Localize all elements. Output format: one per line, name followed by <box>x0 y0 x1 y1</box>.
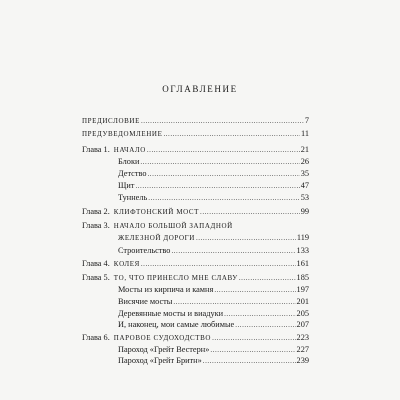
toc-entry-forewarning <box>82 127 309 140</box>
entry-title: То, что принесло мне славу <box>113 272 238 283</box>
toc-entry-label <box>118 318 234 331</box>
entry-title: Пароход «Грейт Бритн» <box>118 356 202 365</box>
page-number: 26 <box>300 157 309 166</box>
toc-entry-label <box>118 244 170 257</box>
entry-title: Мосты из кирпича и камня <box>118 285 214 294</box>
page-number: 161 <box>296 259 309 268</box>
entry-title: Деревянные мосты и виадуки <box>118 309 224 318</box>
page-number: 185 <box>296 273 309 282</box>
entry-title: Клифтонский мост <box>113 206 200 217</box>
page-number: 223 <box>296 333 309 342</box>
toc-entry-label <box>82 114 140 127</box>
entry-title: Туннель <box>118 193 148 202</box>
toc-entry-ch2 <box>82 205 309 218</box>
entry-title: Паровое судоходство <box>113 332 212 343</box>
page-number: 21 <box>300 145 309 154</box>
entry-title: Предуведомление <box>82 128 163 139</box>
page-number: 205 <box>296 309 309 318</box>
toc-entry-ch1-tunnel <box>118 191 309 204</box>
dot-leader <box>235 318 295 332</box>
entry-title: Щит <box>118 181 135 190</box>
dot-leader <box>163 127 300 141</box>
toc-entry-ch3-cont <box>118 231 309 244</box>
dot-leader <box>200 205 300 219</box>
page-number: 207 <box>296 320 309 329</box>
entry-title: Предисловие <box>82 115 140 126</box>
toc-title: оглавление <box>162 80 238 95</box>
chapter-number: Глава 3. <box>82 221 110 230</box>
page-number: 11 <box>301 129 309 138</box>
toc-entry-label <box>118 231 195 244</box>
page-number: 197 <box>296 285 309 294</box>
dot-leader <box>141 114 304 128</box>
toc-entry-label <box>82 205 199 218</box>
page-number: 35 <box>300 169 309 178</box>
chapter-number: Глава 5. <box>82 273 110 282</box>
toc-entry-preface <box>82 114 309 127</box>
toc-entry-label <box>82 127 162 140</box>
entry-title: Детство <box>118 169 147 178</box>
page-number: 47 <box>300 181 309 190</box>
dot-leader <box>196 231 296 245</box>
chapter-number: Глава 6. <box>82 333 110 342</box>
chapter-number: Глава 2. <box>82 207 110 216</box>
entry-title: Строительство <box>118 246 171 255</box>
page-number: 119 <box>296 233 309 242</box>
entry-title: Пароход «Грейт Вестерн» <box>118 345 210 354</box>
toc-entry-ch6-britain <box>118 354 309 367</box>
page-number: 7 <box>304 116 309 125</box>
entry-title: Блоки <box>118 157 140 166</box>
dot-leader <box>203 354 296 368</box>
entry-title: Начало Большой Западной <box>113 220 233 231</box>
toc-entry-ch5-favorite <box>118 318 309 331</box>
entry-title: И, наконец, мои самые любимые <box>118 320 235 329</box>
entry-title: Начало <box>113 144 146 155</box>
page-number: 99 <box>300 207 309 216</box>
toc-entry-label <box>118 191 147 204</box>
page-number: 133 <box>296 246 309 255</box>
dot-leader <box>171 244 295 258</box>
page-number: 239 <box>296 356 309 365</box>
entry-title: Колея <box>113 258 140 269</box>
toc-entry-label <box>118 354 202 367</box>
dot-leader <box>141 257 296 271</box>
toc-entry-ch3-construction <box>118 244 309 257</box>
toc-entry-label <box>82 257 140 270</box>
page-number: 201 <box>296 297 309 306</box>
page-number: 227 <box>296 345 309 354</box>
entry-title: железной дороги <box>118 232 195 243</box>
entry-title: Висячие мосты <box>118 297 173 306</box>
toc-entry-ch4 <box>82 257 309 270</box>
dot-leader <box>148 191 299 205</box>
page-number: 53 <box>300 193 309 202</box>
chapter-number: Глава 1. <box>82 145 110 154</box>
chapter-number: Глава 4. <box>82 259 110 268</box>
